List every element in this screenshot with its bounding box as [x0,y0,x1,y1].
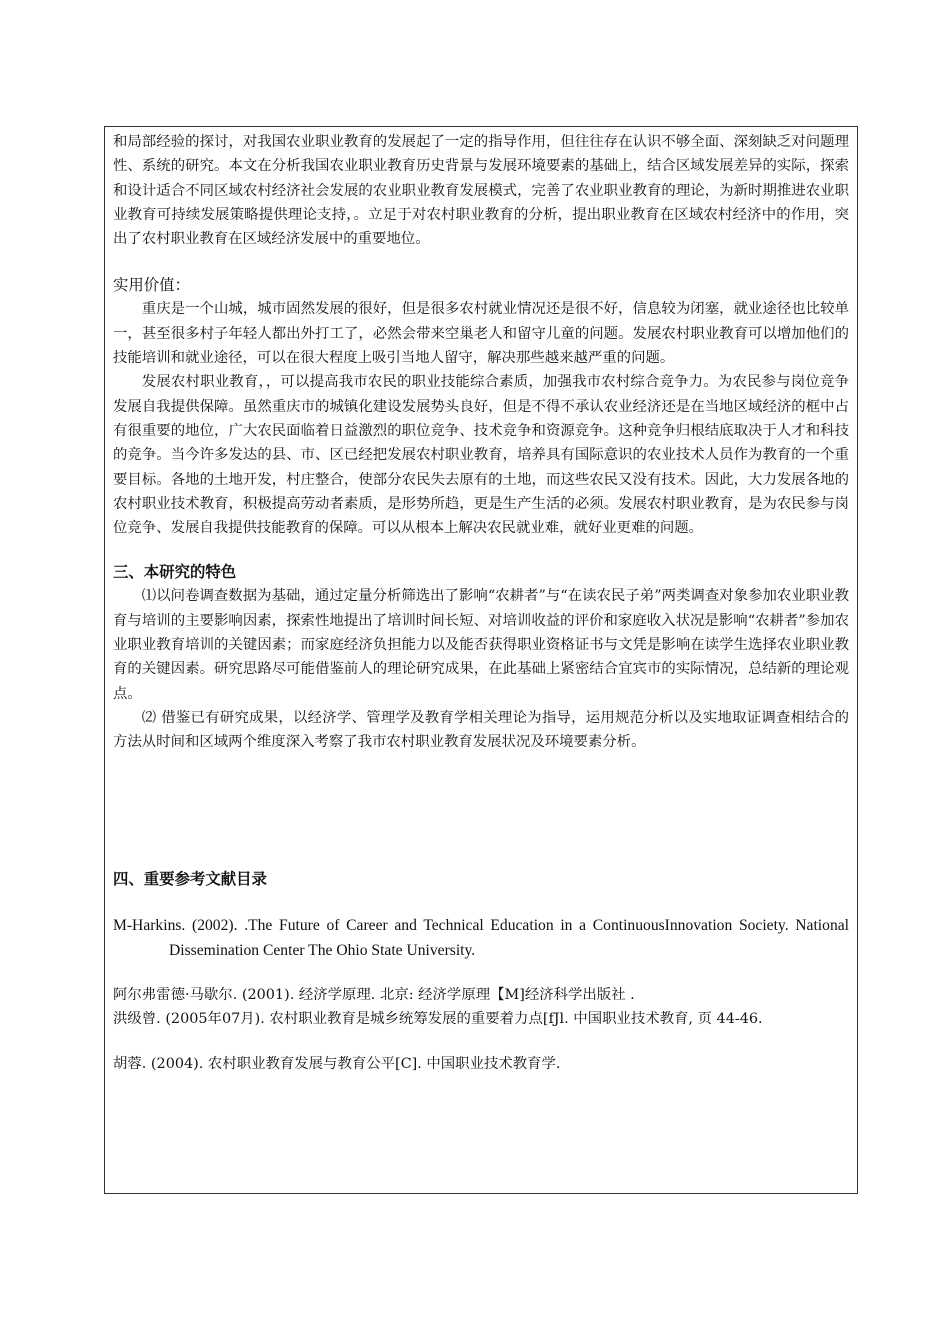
features-paragraph-2: ⑵ 借鉴已有研究成果，以经济学、管理学及教育学相关理论为指导，运用规范分析以及实地取证调查相结合的方法从时间和区域两个维度深入考察了我市农村职业教育发展状况及环境要素分析。 [113,709,849,751]
practical-value-heading: 实用价值： [113,276,190,295]
reference-item-4: 胡蓉. (2004). 农村职业教育发展与教育公平[C]. 中国职业技术教育学. [113,1055,561,1072]
document-table-cell [104,126,858,1194]
reference-item-1: M-Harkins. (2002). .The Future of Career and Technical Education in a ContinuousInnovation Society. National Dissemination Center The Ohio State University. [113,916,849,959]
reference-item-3: 洪级曾. (2005年07月). 农村职业教育是城乡统筹发展的重要着力点[fJl. 中国职业技术教育, 页 44-46. [113,1011,763,1028]
practical-value-paragraph-1: 重庆是一个山城，城市固然发展的很好，但是很多农村就业情况还是很不好，信息较为闭塞，就业途径也比较单一，甚至很多村子年轻人都出外打工了，必然会带来空巢老人和留守儿童的问题。发展农村职业教育可以增加他们的技能培训和就业途径，可以在很大程度上吸引当地人留守，解决那些越来越严重的问题。 [113,301,849,367]
reference-item-2: 阿尔弗雷德·马歇尔. (2001). 经济学原理. 北京: 经济学原理【M]经济科学出版社 . [113,986,635,1003]
features-heading: 三、本研究的特色 [113,563,237,582]
features-paragraph-1: ⑴以问卷调查数据为基础，通过定量分析筛选出了影响“农耕者”与“在读农民子弟”两类调查对象参加农业职业教育与培训的主要影响因素，探索性地提出了培训时间长短、对培训收益的评价和家庭收入状况是影响“农耕者”参加农业职业教育培训的关键因素；而家庭经济负担能力以及能否获得职业资格证书与文凭是影响在读学生选择农业职业教育的关键因素。研究思路尽可能借鉴前人的理论研究成果，在此基础上紧密结合宜宾市的实际情况，总结新的理论观点。 [113,588,849,702]
practical-value-paragraph-2: 发展农村职业教育，，可以提高我市农民的职业技能综合素质，加强我市农村综合竞争力。为农民参与岗位竞争发展自我提供保障。虽然重庆市的城镇化建设发展势头良好，但是不得不承认农业经济还是在当地区域经济的框中占有很重要的地位，广大农民面临着日益激烈的职位竞争、技术竞争和资源竞争。这种竞争归根结底取决于人才和科技的竞争。当今许多发达的县、市、区已经把发展农村职业教育，培养具有国际意识的农业技术人员作为教育的一个重要目标。各地的土地开发，村庄整合，使部分农民失去原有的土地，而这些农民又没有技术。因此，大力发展各地的农村职业技术教育，积极提高劳动者素质，是形势所趋，更是生产生活的必须。发展农村职业教育，是为农民参与岗位竞争、发展自我提供技能教育的保障。可以从根本上解决农民就业难，就好业更难的问题。 [113,374,849,537]
references-heading: 四、重要参考文献目录 [113,869,267,888]
intro-paragraph: 和局部经验的探讨，对我国农业职业教育的发展起了一定的指导作用，但往往存在认识不够全面、深刻缺乏对问题理性、系统的研究。本文在分析我国农业职业教育历史背景与发展环境要素的基础上，结合区域发展差异的实际，探索和设计适合不同区域农村经济社会发展的农业职业教育发展模式，完善了农业职业教育的理论，为新时期推进农业职业教育可持续发展策略提供理论支持，。立足于对农村职业教育的分析，提出职业教育在区域农村经济中的作用，突出了农村职业教育在区域经济发展中的重要地位。 [113,134,849,248]
